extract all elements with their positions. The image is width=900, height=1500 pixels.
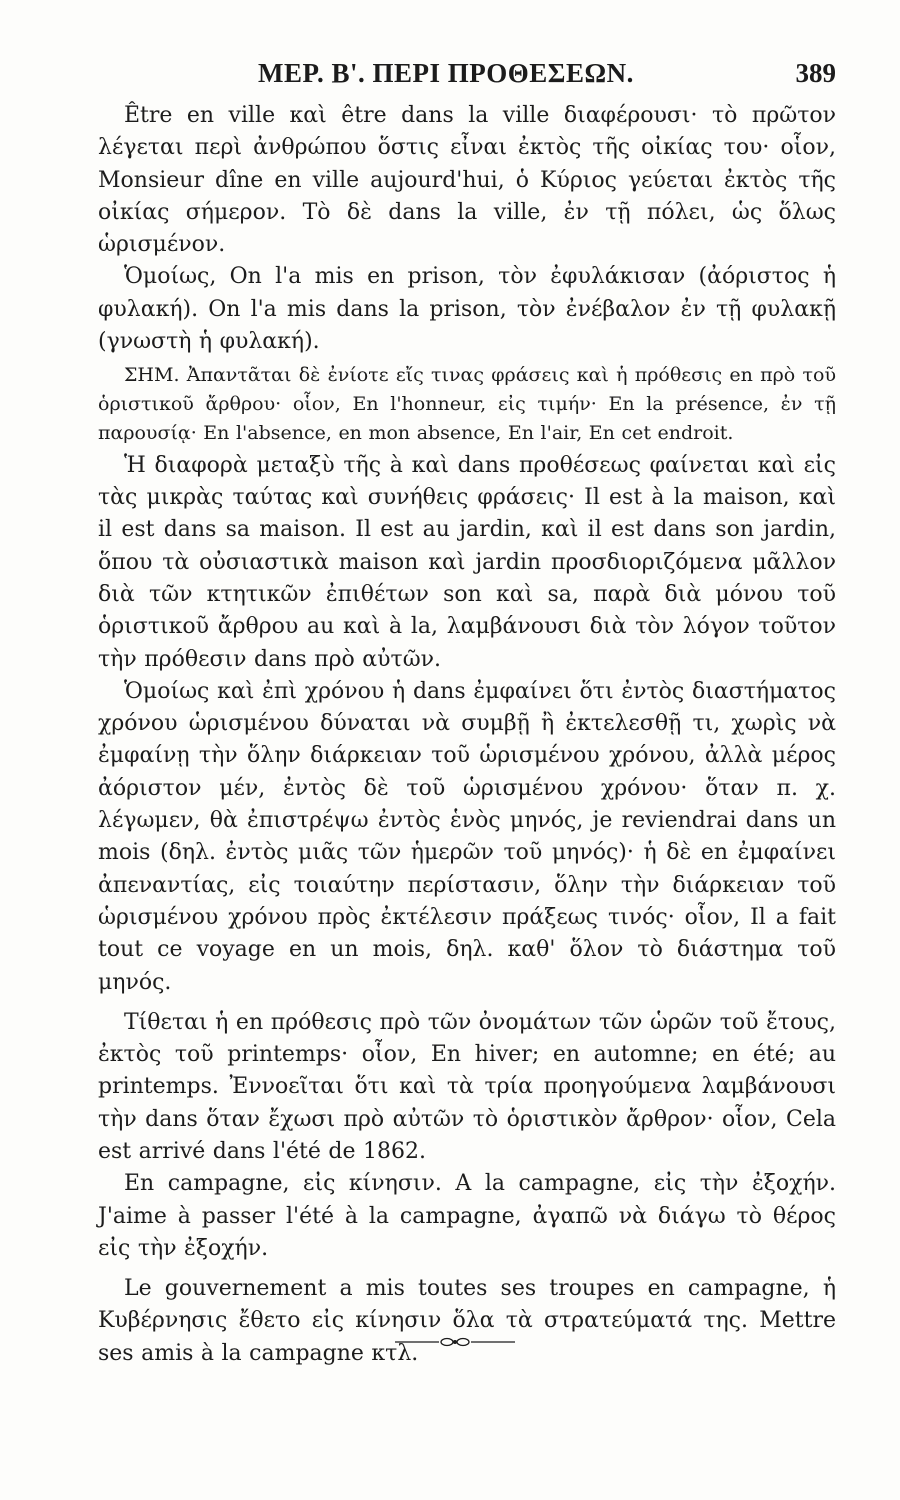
note-paragraph: ΣΗΜ. Ἀπαντᾶται δὲ ἐνίοτε εἴς τινας φράσεις καὶ ἡ πρόθεσις en πρὸ τοῦ ὁριστικοῦ ἄρθρου· οἷον, En l'honneur, εἰς τιμήν· En la présence, ἐν τῇ παρουσίᾳ· En l'absence, en mon absence, En l'air, En cet endroit.	[98, 364, 836, 444]
paragraph: Le gouvernement a mis toutes ses troupes en campagne, ἡ Κυβέρνησις ἔθετο εἰς κίνησιν ὅλα τὰ στρατεύματά της. Mettre ses amis à la campagne κτλ.	[98, 1276, 836, 1366]
running-head: ΜΕΡ. Β'. ΠΕΡΙ ΠΡΟΘΕΣΕΩΝ.	[258, 58, 634, 88]
paragraph: Τίθεται ἡ en πρόθεσις πρὸ τῶν ὀνομάτων τῶν ὡρῶν τοῦ ἔτους, ἐκτὸς τοῦ printemps· οἷον, En hiver; en automne; en été; au printemps. Ἐννοεῖται ὅτι καὶ τὰ τρία προηγούμενα λαμβάνουσι τὴν dans ὅταν ἔχωσι πρὸ αὐτῶν τὸ ὁριστικὸν ἄρθρον· οἷον, Cela est arrivé dans l'été de 1862.	[98, 1009, 836, 1164]
page-number: 389	[795, 58, 836, 88]
paragraph: En campagne, εἰς κίνησιν. A la campagne, εἰς τὴν ἐξοχήν. J'aime à passer l'été à la campagne, ἀγαπῶ νὰ διάγω τὸ θέρος εἰς τὴν ἐξοχήν.	[98, 1171, 836, 1261]
paragraph: Ὁμοίως, On l'a mis en prison, τὸν ἐφυλάκισαν (ἀόριστος ἡ φυλακή). On l'a mis dans la prison, τὸν ἐνέβαλον ἐν τῇ φυλακῇ (γνωστὴ ἡ φυλακή).	[98, 264, 836, 355]
paragraph: Être en ville καὶ être dans la ville διαφέρουσι· τὸ πρῶτον λέγεται περὶ ἀνθρώπου ὅστις εἶναι ἐκτὸς τῆς οἰκίας του· οἷον, Monsieur dîne en ville aujourd'hui, ὁ Κύριος γεύεται ἐκτὸς τῆς οἰκίας σήμερον. Τὸ δὲ dans la ville, ἐν τῇ πόλει, ὡς ὅλως ὡρισμένον.	[98, 103, 836, 258]
paragraph: Ὁμοίως καὶ ἐπὶ χρόνου ἡ dans ἐμφαίνει ὅτι ἐντὸς διαστήματος χρόνου ὡρισμένου δύναται νὰ συμβῇ ἢ ἐκτελεσθῇ τι, χωρὶς νὰ ἐμφαίνῃ τὴν ὅλην διάρκειαν τοῦ ὡρισμένου χρόνου, ἀλλὰ μέρος ἀόριστον μέν, ἐντὸς δὲ τοῦ ὡρισμένου χρόνου· ὅταν π. χ. λέγωμεν, θὰ ἐπιστρέψω ἐντὸς ἑνὸς μηνός, je reviendrai dans un mois (δηλ. ἐντὸς μιᾶς τῶν ἡμερῶν τοῦ μηνός)· ἡ δὲ en ἐμφαίνει ἀπεναντίας, εἰς τοιαύτην περίστασιν, ὅλην τὴν διάρκειαν τοῦ ὡρισμένου χρόνου πρὸς ἐκτέλεσιν πράξεως τινός· οἷον, Il a fait tout ce voyage en un mois, δηλ. καθ' ὅλον τὸ διάστημα τοῦ μηνός.	[98, 678, 836, 995]
end-ornament	[395, 1334, 515, 1353]
paragraph: Ἡ διαφορὰ μεταξὺ τῆς à καὶ dans προθέσεως φαίνεται καὶ εἰς τὰς μικρὰς ταύτας καὶ συνήθεις φράσεις· Il est à la maison, καὶ il est dans sa maison. Il est au jardin, καὶ il est dans son jardin, ὅπου τὰ οὐσιαστικὰ maison καὶ jardin προσδιοριζόμενα μᾶλλον διὰ τῶν κτητικῶν ἐπιθέτων son καὶ sa, παρὰ διὰ μόνου τοῦ ὁριστικοῦ ἄρθρου au καὶ à la, λαμβάνουσι διὰ τὸν λόγον τοῦτον τὴν πρόθεσιν dans πρὸ αὐτῶν.	[98, 452, 836, 672]
page-body	[98, 100, 836, 1370]
page-header	[98, 58, 836, 98]
